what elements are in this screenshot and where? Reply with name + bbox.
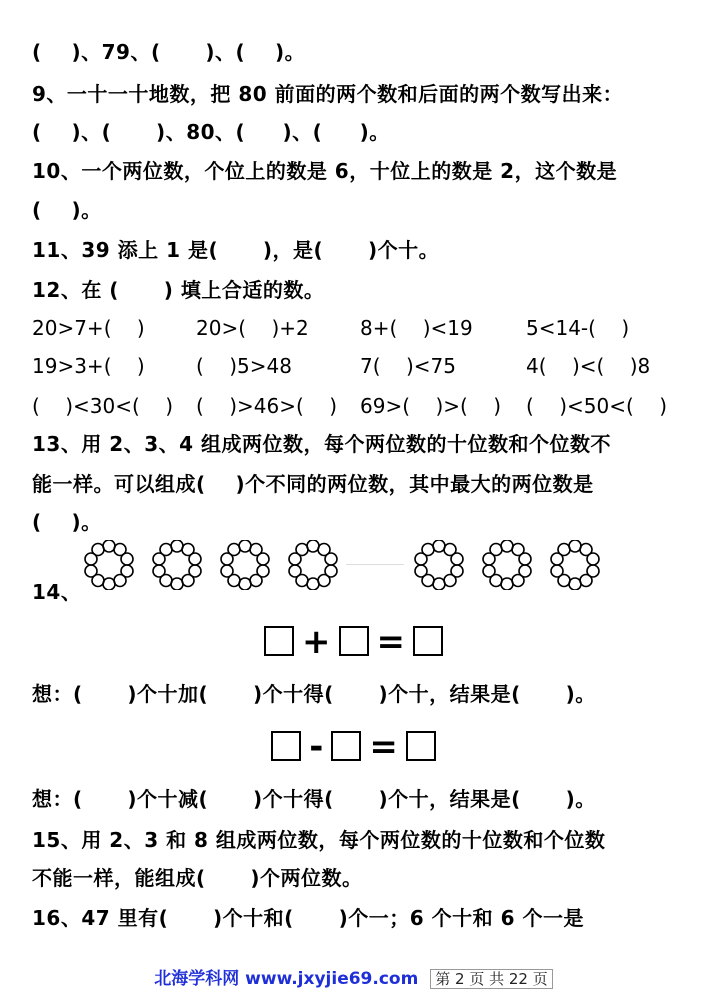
page-footer xyxy=(0,964,707,989)
q10-answer-line: ( )。 xyxy=(32,198,102,222)
compare-item: ( )5>48 xyxy=(196,354,292,378)
ten-bead-ring-icon xyxy=(152,540,202,590)
q13-line-3: ( )。 xyxy=(32,510,102,534)
compare-item: 20>( )+2 xyxy=(196,316,309,340)
divider xyxy=(346,564,404,565)
q15-line-1: 15、用 2、3 和 8 组成两位数，每个两位数的十位数和个位数 xyxy=(32,828,606,852)
q12-prompt: 12、在 ( ) 填上合适的数。 xyxy=(32,278,325,302)
q9-answer-line: ( )、( )、80、( )、( )。 xyxy=(32,120,390,144)
ten-bead-ring-icon xyxy=(84,540,134,590)
q15-line-2: 不能一样，能组成( )个两位数。 xyxy=(32,866,363,890)
answer-box[interactable] xyxy=(406,731,436,761)
think-addition: 想：( )个十加( )个十得( )个十，结果是( )。 xyxy=(32,682,596,706)
compare-item: ( )<50<( ) xyxy=(526,394,668,418)
addition-equation xyxy=(0,622,707,662)
q13-line-1: 13、用 2、3、4 组成两位数，每个两位数的十位数和个位数不 xyxy=(32,432,612,456)
answer-box[interactable] xyxy=(413,626,443,656)
q9-prompt: 9、一十一十地数，把 80 前面的两个数和后面的两个数写出来： xyxy=(32,82,624,106)
q8-answer-line: ( )、79、( )、( )。 xyxy=(32,40,306,64)
minus-sign: - xyxy=(309,727,324,767)
compare-item: 8+( )<19 xyxy=(360,316,473,340)
plus-sign: + xyxy=(302,622,331,662)
think-subtraction: 想：( )个十减( )个十得( )个十，结果是( )。 xyxy=(32,787,596,811)
answer-box[interactable] xyxy=(264,626,294,656)
equals-sign: = xyxy=(369,727,398,767)
compare-item: 5<14-( ) xyxy=(526,316,630,340)
answer-box[interactable] xyxy=(339,626,369,656)
compare-item: ( )>46>( ) xyxy=(196,394,338,418)
ten-bead-ring-icon xyxy=(220,540,270,590)
compare-item: 19>3+( ) xyxy=(32,354,145,378)
answer-box[interactable] xyxy=(331,731,361,761)
compare-item: 4( )<( )8 xyxy=(526,354,651,378)
equals-sign: = xyxy=(376,622,405,662)
ten-bead-ring-icon xyxy=(414,540,464,590)
q14-label: 14、 xyxy=(32,580,82,604)
q11-prompt: 11、39 添上 1 是( )，是( )个十。 xyxy=(32,238,440,262)
compare-item: 69>( )>( ) xyxy=(360,394,502,418)
q16-prompt: 16、47 里有( )个十和( )个一；6 个十和 6 个一是 xyxy=(32,906,584,930)
answer-box[interactable] xyxy=(271,731,301,761)
ten-bead-ring-icon xyxy=(288,540,338,590)
page-number: 第 2 页 共 22 页 xyxy=(430,969,552,989)
compare-item: 7( )<75 xyxy=(360,354,456,378)
site-watermark: 北海学科网 www.jxyjie69.com xyxy=(154,969,419,989)
q10-prompt: 10、一个两位数，个位上的数是 6，十位上的数是 2，这个数是 xyxy=(32,159,618,183)
q13-line-2: 能一样。可以组成( )个不同的两位数，其中最大的两位数是 xyxy=(32,472,594,496)
ten-bead-ring-icon xyxy=(550,540,600,590)
bead-rings xyxy=(84,540,604,600)
subtraction-equation xyxy=(0,727,707,767)
compare-item: ( )<30<( ) xyxy=(32,394,174,418)
compare-item: 20>7+( ) xyxy=(32,316,145,340)
ten-bead-ring-icon xyxy=(482,540,532,590)
